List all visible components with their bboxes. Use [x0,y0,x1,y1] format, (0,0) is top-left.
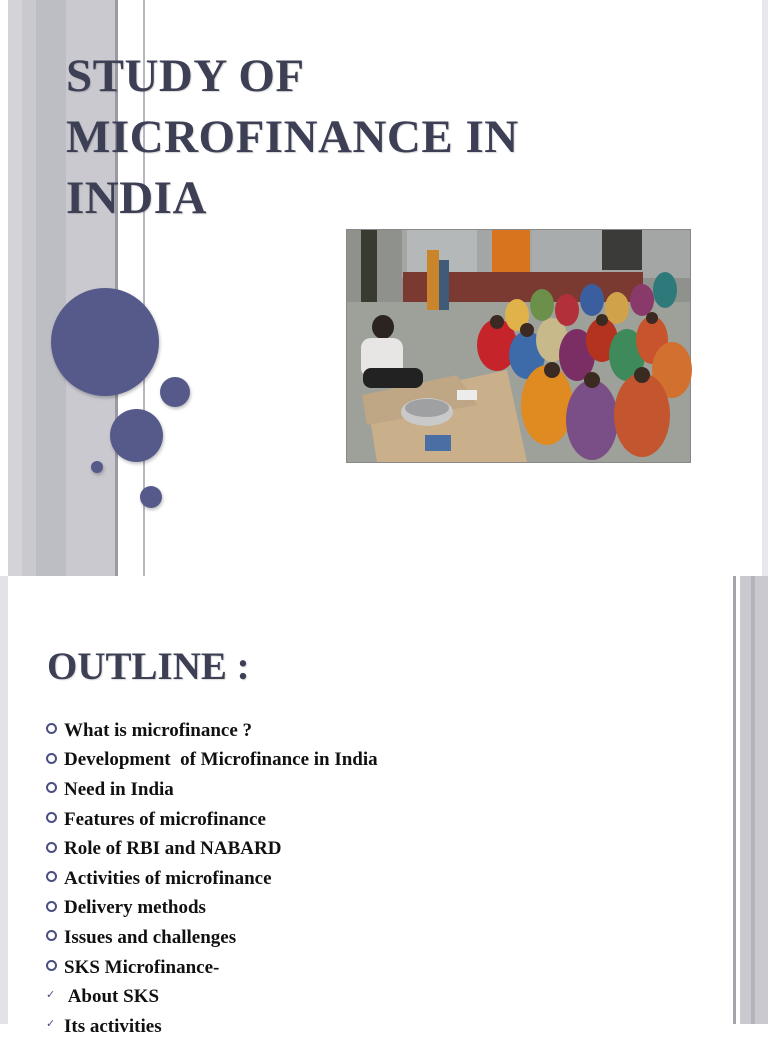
list-item-text: What is microfinance ? [64,719,253,741]
slide-title-heading [66,46,626,229]
circle-bullet-icon [46,960,57,971]
list-item [46,746,378,776]
list-item [46,775,378,805]
list-item-text: Need in India [64,778,174,800]
outline-list [46,716,378,1042]
list-item [46,805,378,835]
circle-bullet-icon [46,782,57,793]
slide-edge [762,0,768,576]
list-item-text: Delivery methods [64,897,206,919]
decorative-circle [160,377,190,407]
photo-icon [347,230,690,462]
checkmark-icon: ✓ [46,987,56,1001]
list-item [46,894,378,924]
circle-bullet-icon [46,842,57,853]
circle-bullet-icon [46,930,57,941]
list-item [46,716,378,746]
list-item-text: Development of Microfinance in India [64,749,378,771]
title-line: INDIA [66,172,207,224]
list-item-text: Issues and challenges [64,926,237,948]
list-item-text: Activities of microfinance [64,867,272,889]
list-item-text: About SKS [64,986,160,1008]
decorative-circle [91,461,103,473]
photo-image [346,229,691,463]
circle-bullet-icon [46,901,57,912]
decorative-line [751,576,755,1024]
circle-bullet-icon [46,871,57,882]
decorative-circle [140,486,162,508]
list-item [46,953,378,983]
checkmark-icon: ✓ [46,1017,56,1031]
decorative-band [8,0,22,576]
list-item [46,1012,378,1042]
list-item-text: SKS Microfinance- [64,956,220,978]
list-item-text: Its activities [64,1015,162,1037]
list-item [46,982,378,1012]
list-item [46,834,378,864]
title-line: MICROFINANCE IN [66,111,519,163]
decorative-band [36,0,66,576]
circle-bullet-icon [46,753,57,764]
list-item-text: Features of microfinance [64,808,266,830]
circle-bullet-icon [46,812,57,823]
circle-bullet-icon [46,723,57,734]
slide-edge [0,576,8,1024]
decorative-line [733,576,736,1024]
list-item [46,923,378,953]
list-item-text: Role of RBI and NABARD [64,838,282,860]
slide-outline [0,576,768,1037]
outline-heading: OUTLINE : [47,645,250,688]
decorative-circle [110,409,163,462]
list-item [46,864,378,894]
decorative-circle [51,288,159,396]
title-line: STUDY OF [66,50,305,102]
